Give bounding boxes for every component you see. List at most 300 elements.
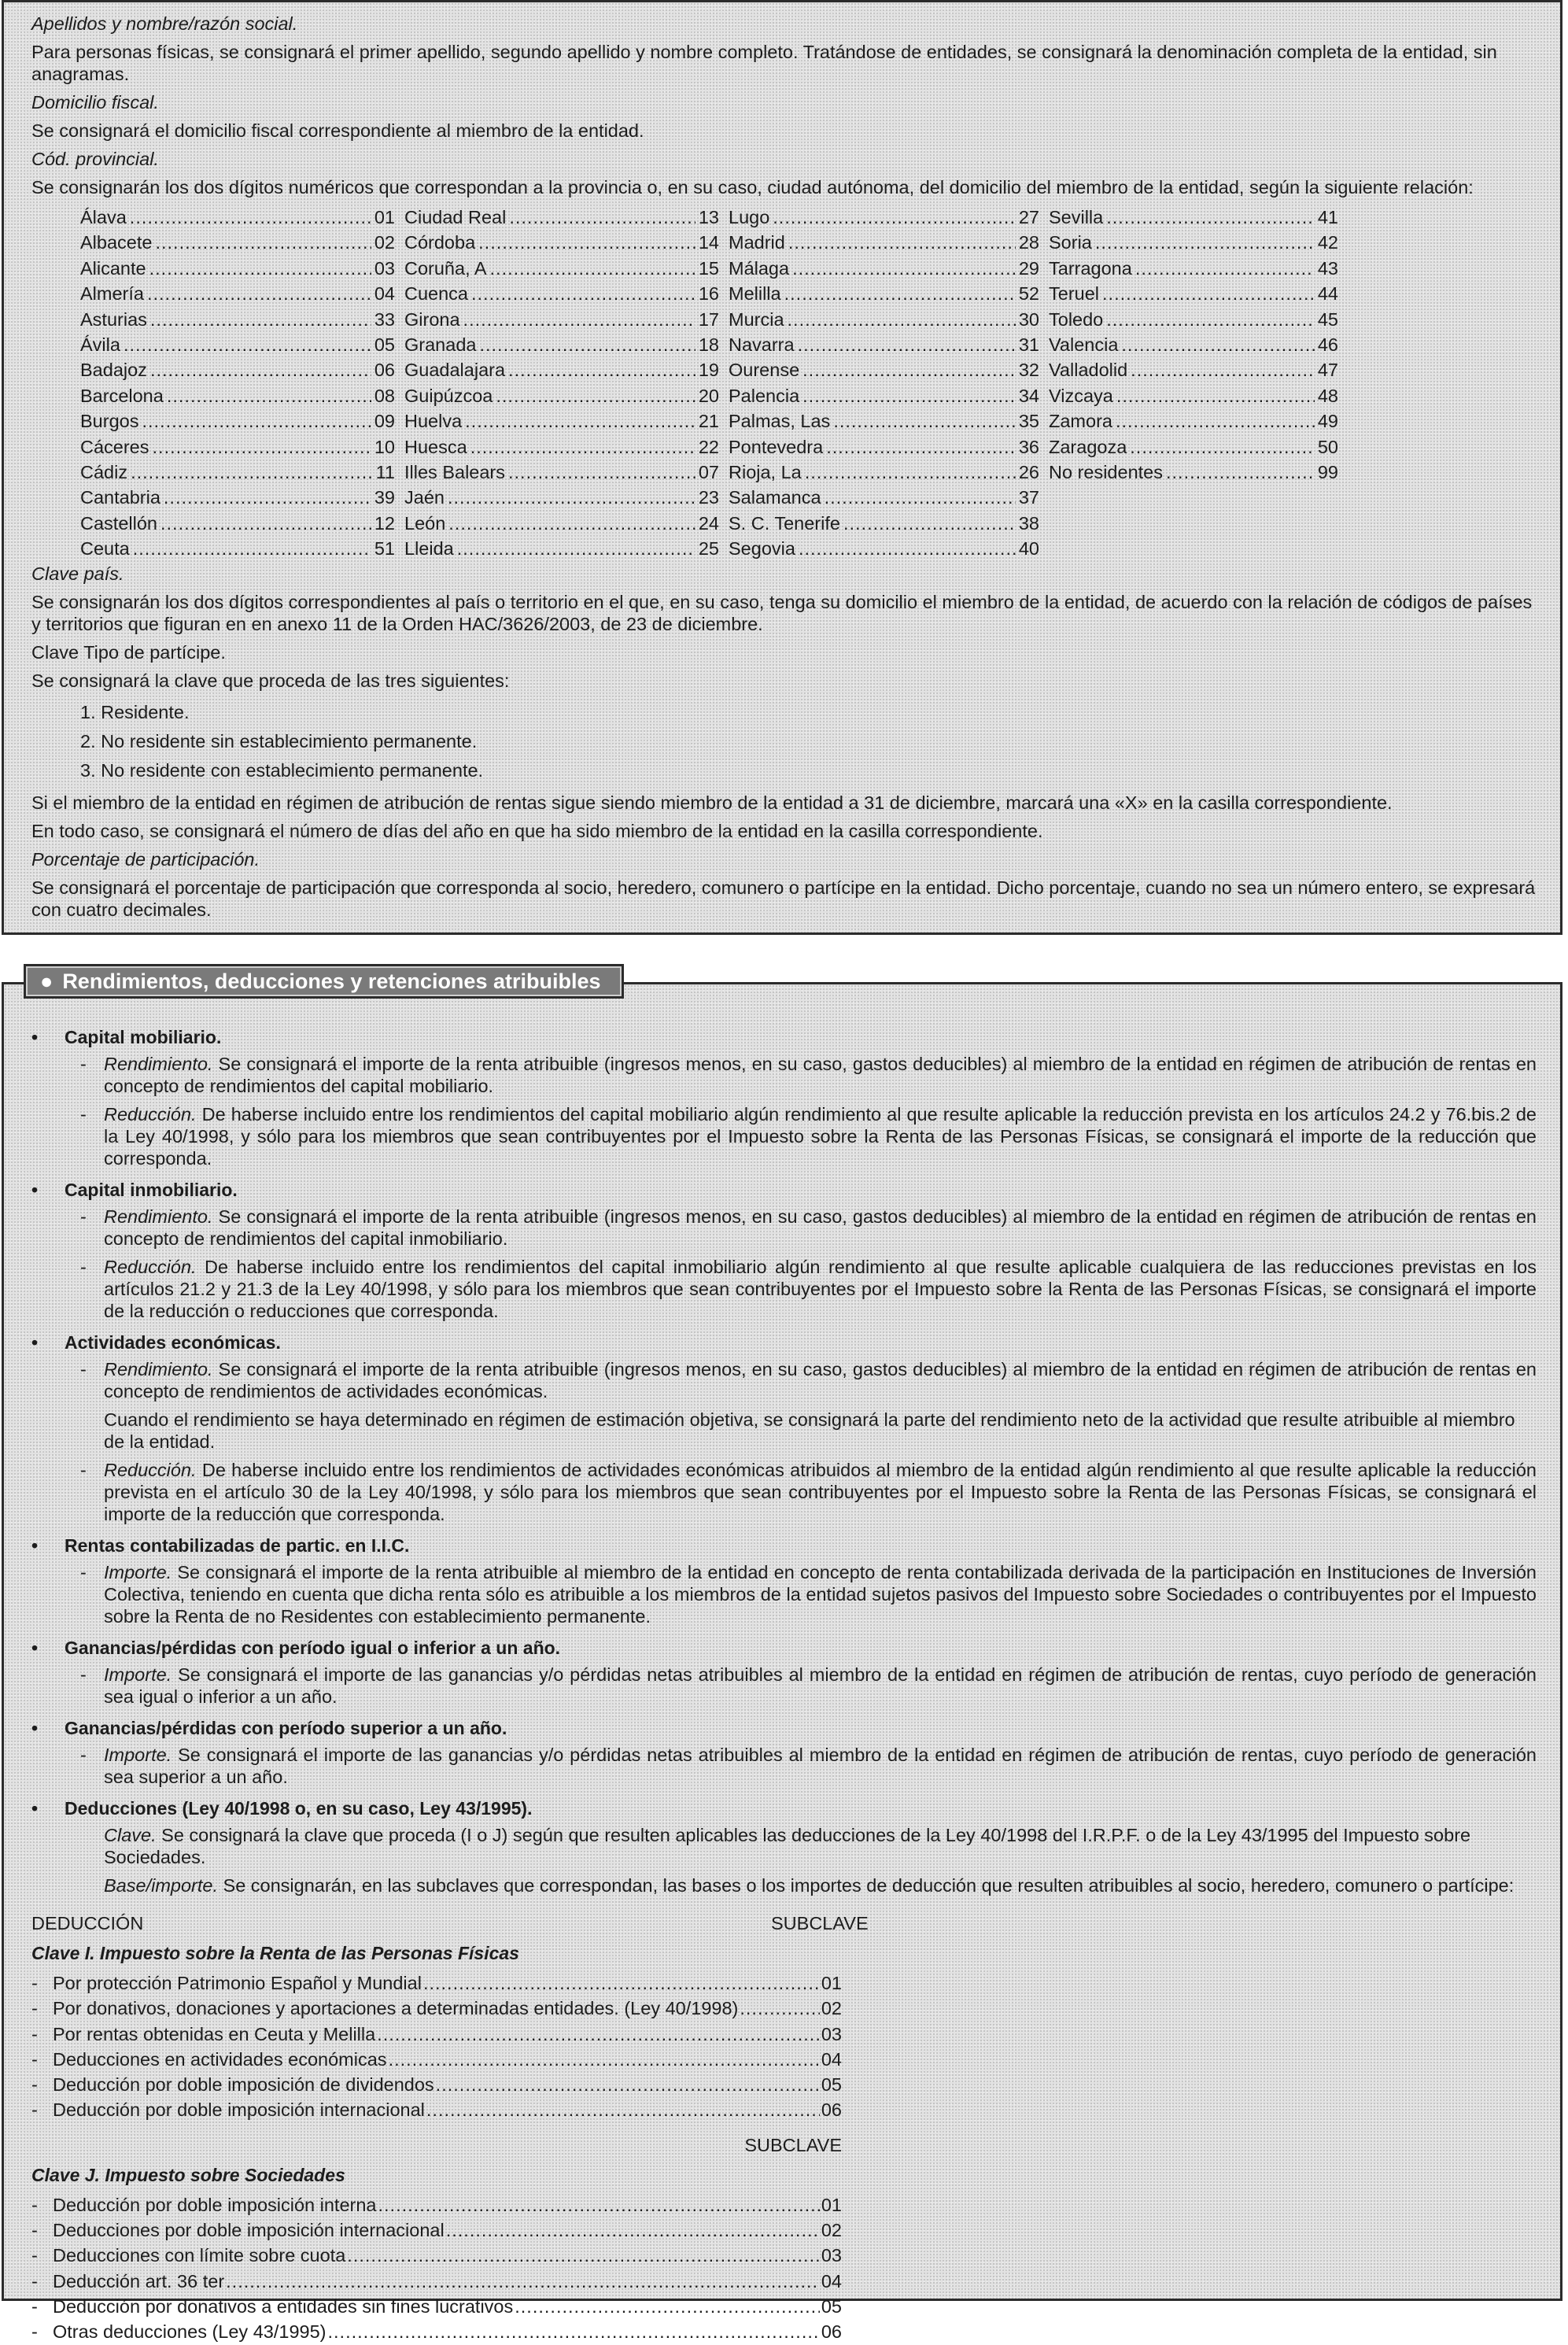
deduction-name: - Deducción por doble imposición internacional xyxy=(53,2099,425,2121)
province-row xyxy=(404,230,719,255)
item-importe-ganancias-igual: - Importe. Se consignará el importe de las ganancias y/o pérdidas netas atribuibles al miembro de la entidad en régimen de atribución de rentas, cuyo período de generación sea igual o inferior a un año. xyxy=(80,1664,1537,1707)
province-row xyxy=(80,408,395,434)
label: Rendimiento. xyxy=(104,1054,213,1074)
leader-dots xyxy=(149,256,371,281)
column-header-subclave: SUBCLAVE xyxy=(771,1913,869,1933)
province-code: 14 xyxy=(698,232,719,253)
leader-dots xyxy=(805,460,1016,485)
province-code: 17 xyxy=(698,308,719,330)
heading-clave-pais: Clave país. xyxy=(31,563,124,585)
leader-dots xyxy=(423,1970,820,1996)
province-name: Guipúzcoa xyxy=(404,385,493,406)
province-code: 35 xyxy=(1018,411,1039,432)
province-name: Alicante xyxy=(80,257,146,279)
leader-dots xyxy=(1166,460,1315,485)
deduction-row xyxy=(31,2072,842,2097)
province-code: 27 xyxy=(1018,207,1039,227)
province-name: Guadalajara xyxy=(404,360,506,381)
province-row xyxy=(1049,256,1338,281)
province-row xyxy=(404,460,719,485)
label: Importe. xyxy=(104,1562,172,1582)
province-name: Segovia xyxy=(729,538,795,559)
province-row xyxy=(80,281,395,306)
province-name: Málaga xyxy=(729,257,790,279)
leader-dots xyxy=(377,2022,820,2047)
identification-content xyxy=(31,13,1537,927)
province-code: 06 xyxy=(374,360,395,381)
province-row xyxy=(80,434,395,460)
province-code: 36 xyxy=(1018,436,1039,457)
leader-dots xyxy=(1106,307,1315,332)
province-code: 01 xyxy=(374,207,395,227)
province-code: 15 xyxy=(698,257,719,279)
province-name: Lugo xyxy=(729,207,770,227)
province-name: Melilla xyxy=(729,283,781,305)
deduction-name: - Deducciones en actividades económicas xyxy=(53,2048,387,2070)
province-row xyxy=(404,357,719,382)
column-header-deduccion: DEDUCCIÓN xyxy=(31,1913,144,1933)
leader-dots xyxy=(457,536,695,561)
heading-clave-tipo: Clave Tipo de partícipe. xyxy=(31,642,226,663)
leader-dots xyxy=(773,205,1016,230)
item-reduccion-inmobiliario: - Reducción. De haberse incluido entre los rendimientos del capital inmobiliario algún rendimiento al que resulte aplicable cualquiera de las reducciones previstas en los artículos 21.2 y 21.3 de la Ley 40/1998, y sólo para los miembros que sean contribuyentes por el Impuesto sobre la Renta de las Personas Físicas, se consignará el importe de la reducción o reducciones que corresponda. xyxy=(80,1257,1537,1321)
heading-deducciones: • Deducciones (Ley 40/1998 o, en su caso, Ley 43/1995). xyxy=(31,1797,1537,1819)
leader-dots xyxy=(1116,408,1315,434)
deduction-name: - Deducción art. 36 ter xyxy=(53,2270,225,2291)
deduction-name: - Deducciones por doble imposición internacional xyxy=(53,2220,445,2241)
leader-dots xyxy=(799,536,1016,561)
province-code: 23 xyxy=(698,487,719,508)
leader-dots xyxy=(508,460,695,485)
province-name: Cádiz xyxy=(80,461,128,482)
leader-dots xyxy=(155,230,371,255)
province-name: Salamanca xyxy=(729,487,821,508)
province-name: Cantabria xyxy=(80,487,160,508)
province-row xyxy=(1049,332,1338,357)
province-row xyxy=(404,434,719,460)
leader-dots xyxy=(167,383,371,408)
province-code: 37 xyxy=(1018,487,1039,508)
province-name: Navarra xyxy=(729,334,795,355)
leader-dots xyxy=(1121,332,1314,357)
label: Reducción. xyxy=(104,1257,197,1277)
province-row xyxy=(404,536,719,561)
clave-i-list xyxy=(31,1970,842,2123)
province-row xyxy=(1049,408,1338,434)
text: Se consignará el importe de las ganancias y/o pérdidas netas atribuibles al miembro de la entidad en régimen de atribución de rentas, cuyo período de generación sea superior a un año. xyxy=(104,1745,1537,1787)
leader-dots xyxy=(160,511,371,536)
deduction-column-headers xyxy=(31,1912,1537,1934)
section-heading xyxy=(24,964,624,999)
leader-dots xyxy=(448,485,695,510)
deduction-row xyxy=(31,2022,842,2047)
heading-rentas-iic: • Rentas contabilizadas de partic. en I.I.C. xyxy=(31,1534,1537,1557)
province-name: Valladolid xyxy=(1049,360,1128,381)
text-clave-pais: Se consignarán los dos dígitos correspondientes al país o territorio en el que, en su caso, tenga su domicilio el miembro de la entidad, de acuerdo con la relación de códigos de países y territorios que figuran en en anexo 11 de la Orden HAC/3626/2003, de 23 de diciembre. xyxy=(31,592,1533,635)
item-rendimiento-mobiliario: - Rendimiento. Se consignará el importe de la renta atribuible (ingresos menos, en su caso, gastos deducibles) al miembro de la entidad en régimen de atribución de rentas en concepto de rendimientos del capital mobiliario. xyxy=(80,1054,1537,1096)
province-name: Albacete xyxy=(80,232,153,253)
subclave-code: 04 xyxy=(821,2270,842,2291)
province-name: León xyxy=(404,512,446,534)
leader-dots xyxy=(1135,256,1315,281)
province-name: Madrid xyxy=(729,232,785,253)
text: Se consignará el importe de las ganancias y/o pérdidas netas atribuibles al miembro de la entidad en régimen de atribución de rentas, cuyo período de generación sea igual o inferior a un año. xyxy=(104,1664,1537,1707)
province-code: 47 xyxy=(1317,360,1338,381)
label: Reducción. xyxy=(104,1460,197,1480)
province-code: 22 xyxy=(698,436,719,457)
province-name: Asturias xyxy=(80,308,147,330)
province-code: 52 xyxy=(1018,283,1039,305)
text: Se consignará la clave que proceda (I o J) según que resulten aplicables las deducciones de la Ley 40/1998 del I.R.P.F. o de la Ley 43/1995 del Impuesto sobre Sociedades. xyxy=(104,1825,1471,1867)
text: Se consignará el importe de la renta atribuible (ingresos menos, en su caso, gastos deducibles) al miembro de la entidad en régimen de atribución de rentas en concepto de rendimientos del capital mobiliario. xyxy=(104,1054,1537,1096)
province-row xyxy=(80,205,395,230)
province-code: 10 xyxy=(374,436,395,457)
leader-dots xyxy=(515,2294,820,2319)
province-name: Granada xyxy=(404,334,477,355)
leader-dots xyxy=(784,281,1016,306)
leader-dots xyxy=(1131,357,1315,382)
province-code: 04 xyxy=(374,283,395,305)
province-code: 08 xyxy=(374,385,395,406)
list-item: 3. No residente con establecimiento permanente. xyxy=(80,760,484,781)
bullet-icon: ● xyxy=(40,969,53,993)
leader-dots xyxy=(788,307,1016,332)
leader-dots xyxy=(792,256,1016,281)
heading-capital-inmobiliario: • Capital inmobiliario. xyxy=(31,1179,1537,1201)
province-name: Burgos xyxy=(80,411,139,432)
leader-dots xyxy=(1095,230,1315,255)
province-row xyxy=(404,332,719,357)
leader-dots xyxy=(1116,383,1315,408)
province-code: 25 xyxy=(698,538,719,559)
label: Clave. xyxy=(104,1825,157,1845)
province-code: 40 xyxy=(1018,538,1039,559)
province-row xyxy=(1049,357,1338,382)
leader-dots xyxy=(1102,281,1315,306)
rendimientos-content xyxy=(31,1017,1537,2345)
province-column xyxy=(729,205,1049,561)
leader-dots xyxy=(436,2072,820,2097)
text-clave xyxy=(31,1824,1537,1868)
leader-dots xyxy=(347,2243,820,2268)
deduction-row xyxy=(31,2192,842,2218)
province-row xyxy=(404,511,719,536)
label: Rendimiento. xyxy=(104,1359,213,1379)
province-row xyxy=(80,357,395,382)
heading-actividades-economicas: • Actividades económicas. xyxy=(31,1331,1537,1353)
heading-apellidos: Apellidos y nombre/razón social. xyxy=(31,13,298,34)
deduction-row xyxy=(31,1970,842,1996)
province-name: Ávila xyxy=(80,334,120,355)
text: Se consignará el importe de la renta atribuible (ingresos menos, en su caso, gastos deducibles) al miembro de la entidad en régimen de atribución de rentas en concepto de rendimientos de actividades económicas. xyxy=(104,1359,1537,1401)
province-code: 18 xyxy=(698,334,719,355)
province-row xyxy=(80,536,395,561)
province-name: Cáceres xyxy=(80,436,149,457)
province-row xyxy=(729,256,1039,281)
province-name: Teruel xyxy=(1049,283,1100,305)
list-item: 2. No residente sin establecimiento permanente. xyxy=(80,731,478,752)
province-name: Badajoz xyxy=(80,360,147,381)
text: Se consignará el importe de la renta atribuible (ingresos menos, en su caso, gastos deducibles) al miembro de la entidad en régimen de atribución de rentas en concepto de rendimientos del capital inmobiliario. xyxy=(104,1206,1537,1249)
leader-dots xyxy=(788,230,1016,255)
text: De haberse incluido entre los rendimientos del capital inmobiliario algún rendimiento al que resulte aplicable cualquiera de las reducciones previstas en los artículos 21.2 y 21.3 de la Ley 40/1998, y sólo para los miembros que sean contribuyentes por el Impuesto sobre la Renta de las Personas Físicas, se consignará el importe de la reducción o reducciones que corresponda. xyxy=(104,1257,1537,1321)
leader-dots xyxy=(833,408,1016,434)
label: Reducción. xyxy=(104,1104,197,1124)
province-row xyxy=(729,205,1039,230)
deduction-name: - Deducción por doble imposición de dividendos xyxy=(53,2074,434,2096)
province-row xyxy=(729,536,1039,561)
province-name: Zaragoza xyxy=(1049,436,1127,457)
province-name: Ciudad Real xyxy=(404,207,507,227)
province-name: Ourense xyxy=(729,360,800,381)
province-name: Lleida xyxy=(404,538,454,559)
leader-dots xyxy=(426,2097,820,2122)
province-name: Huesca xyxy=(404,436,467,457)
leader-dots xyxy=(164,485,371,510)
leader-dots xyxy=(825,485,1016,510)
province-row xyxy=(80,460,395,485)
province-name: Álava xyxy=(80,207,127,227)
leader-dots xyxy=(130,205,371,230)
province-code: 12 xyxy=(374,512,395,534)
province-name: Palencia xyxy=(729,385,800,406)
leader-dots xyxy=(471,281,695,306)
province-row xyxy=(1049,307,1338,332)
province-code: 16 xyxy=(698,283,719,305)
subclave-code: 06 xyxy=(821,2321,842,2343)
province-row xyxy=(729,332,1039,357)
subclave-code: 01 xyxy=(821,2194,842,2215)
province-name: Sevilla xyxy=(1049,207,1104,227)
province-row xyxy=(1049,230,1338,255)
province-name: Toledo xyxy=(1049,308,1104,330)
leader-dots xyxy=(150,357,371,382)
heading-ganancias-igual: • Ganancias/pérdidas con período igual o inferior a un año. xyxy=(31,1637,1537,1659)
leader-dots xyxy=(490,256,695,281)
deduction-row xyxy=(31,1996,842,2021)
province-name: Rioja, La xyxy=(729,461,802,482)
province-row xyxy=(1049,205,1338,230)
leader-dots xyxy=(496,383,695,408)
leader-dots xyxy=(133,536,371,561)
leader-dots xyxy=(124,332,371,357)
province-row xyxy=(729,485,1039,510)
province-code: 32 xyxy=(1018,360,1039,381)
label: Importe. xyxy=(104,1745,172,1765)
province-name: Pontevedra xyxy=(729,436,824,457)
leader-dots xyxy=(378,2192,820,2218)
deduction-name: - Deducción por donativos a entidades sin fines lucrativos xyxy=(53,2295,514,2317)
leader-dots xyxy=(826,434,1016,460)
province-row xyxy=(80,332,395,357)
province-code: 07 xyxy=(698,461,719,482)
text: Se consignará el importe de la renta atribuible al miembro de la entidad en concepto de renta contabilizada derivada de la participación en Instituciones de Inversión Colectiva, teniendo en cuenta que dicha renta sólo es atribuible a los miembros de la entidad sujetos pasivos del Impuesto sobre Sociedades o contribuyentes por el Impuesto sobre la Renta de no Residentes con establecimiento permanente. xyxy=(104,1562,1537,1627)
text: De haberse incluido entre los rendimientos de actividades económicas atribuidos al miembro de la entidad algún rendimiento al que resulte aplicable la reducción prevista en el artículo 30 de la Ley 40/1998, y sólo para los miembros que sean contribuyentes por el Impuesto sobre la Renta de las Personas Físicas, se consignará el importe de la reducción que corresponda. xyxy=(104,1460,1537,1524)
province-code: 31 xyxy=(1018,334,1039,355)
leader-dots xyxy=(479,332,695,357)
list-item: 1. Residente. xyxy=(80,702,190,723)
heading-ganancias-superior: • Ganancias/pérdidas con período superior a un año. xyxy=(31,1717,1537,1739)
item-rendimiento-inmobiliario: - Rendimiento. Se consignará el importe de la renta atribuible (ingresos menos, en su caso, gastos deducibles) al miembro de la entidad en régimen de atribución de rentas en concepto de rendimientos del capital inmobiliario. xyxy=(80,1206,1537,1249)
clave-j-title: Clave J. Impuesto sobre Sociedades xyxy=(31,2164,345,2185)
label: Rendimiento. xyxy=(104,1206,213,1227)
leader-dots xyxy=(389,2047,820,2072)
item-reduccion-mobiliario: - Reducción. De haberse incluido entre los rendimientos del capital mobiliario algún rendimiento al que resulte aplicable la reducción prevista en los artículos 24.2 y 76.bis.2 de la Ley 40/1998, y sólo para los miembros que sean contribuyentes por el Impuesto sobre la Renta de las Personas Físicas, se consignará el importe de la reducción que corresponda. xyxy=(80,1104,1537,1169)
province-code: 03 xyxy=(374,257,395,279)
province-row xyxy=(729,357,1039,382)
leader-dots xyxy=(153,434,371,460)
section-title: Rendimientos, deducciones y retenciones atribuibles xyxy=(62,969,601,993)
province-code: 41 xyxy=(1317,207,1338,227)
text-dias: En todo caso, se consignará el número de días del año en que ha sido miembro de la entidad en la casilla correspondiente. xyxy=(31,821,1043,842)
leader-dots xyxy=(802,357,1016,382)
province-code: 43 xyxy=(1317,257,1338,279)
province-code: 29 xyxy=(1018,257,1039,279)
leader-dots xyxy=(1106,205,1315,230)
province-row xyxy=(404,485,719,510)
deduction-name: - Deducción por doble imposición interna xyxy=(53,2194,377,2215)
deduction-name: - Deducciones con límite sobre cuota xyxy=(53,2245,346,2266)
province-name: Barcelona xyxy=(80,385,164,406)
deduction-row xyxy=(31,2269,842,2294)
province-code: 44 xyxy=(1317,283,1338,305)
province-row xyxy=(404,281,719,306)
clave-i-title: Clave I. Impuesto sobre la Renta de las Personas Físicas xyxy=(31,1943,519,1963)
heading-cod-provincial: Cód. provincial. xyxy=(31,149,159,169)
text-estimacion-objetiva: Cuando el rendimiento se haya determinado en régimen de estimación objetiva, se consignará la parte del rendimiento neto de la actividad que resulte atribuible al miembro de la entidad. xyxy=(104,1409,1515,1452)
province-name: Soria xyxy=(1049,232,1092,253)
province-name: Illes Balears xyxy=(404,461,505,482)
leader-dots xyxy=(1130,434,1315,460)
province-code: 50 xyxy=(1317,436,1338,457)
leader-dots xyxy=(446,2218,820,2243)
province-name: Zamora xyxy=(1049,411,1112,432)
province-name: Girona xyxy=(404,308,460,330)
clave-j-list xyxy=(31,2192,842,2345)
heading-domicilio: Domicilio fiscal. xyxy=(31,92,159,113)
leader-dots xyxy=(802,383,1016,408)
deduction-row xyxy=(31,2319,842,2344)
province-name: Tarragona xyxy=(1049,257,1132,279)
deduction-name: - Por donativos, donaciones y aportaciones a determinadas entidades. (Ley 40/1998) xyxy=(53,1998,739,2019)
province-row xyxy=(404,307,719,332)
leader-dots xyxy=(147,281,371,306)
subclave-code: 03 xyxy=(821,2023,842,2044)
province-row xyxy=(729,383,1039,408)
deduction-name: - Por rentas obtenidas en Ceuta y Melilla xyxy=(53,2023,376,2044)
province-code: 20 xyxy=(698,385,719,406)
text: Se consignarán, en las subclaves que correspondan, las bases o los importes de deducción que resulten atribuibles al socio, heredero, comunero o partícipe: xyxy=(217,1875,1515,1896)
province-code: 28 xyxy=(1018,232,1039,253)
label: Base/importe. xyxy=(104,1875,218,1896)
subclave-code: 05 xyxy=(821,2295,842,2317)
deduction-name: - Por protección Patrimonio Español y Mundial xyxy=(53,1973,422,1993)
province-row xyxy=(729,408,1039,434)
province-code-table xyxy=(80,205,1348,561)
province-row xyxy=(1049,460,1338,485)
province-code: 49 xyxy=(1317,411,1338,432)
leader-dots xyxy=(465,408,695,434)
province-code: 42 xyxy=(1317,232,1338,253)
province-row xyxy=(1049,383,1338,408)
leader-dots xyxy=(226,2269,820,2294)
province-row xyxy=(729,511,1039,536)
province-name: Castellón xyxy=(80,512,157,534)
province-code: 19 xyxy=(698,360,719,381)
province-name: Jaén xyxy=(404,487,445,508)
text-clave-tipo: Se consignará la clave que proceda de las tres siguientes: xyxy=(31,670,510,692)
text-base-importe xyxy=(31,1874,1537,1896)
text-domicilio: Se consignará el domicilio fiscal correspondiente al miembro de la entidad. xyxy=(31,120,644,141)
province-name: Huelva xyxy=(404,411,463,432)
tipo-participe-list xyxy=(80,698,1537,785)
province-name: Murcia xyxy=(729,308,784,330)
deduction-row xyxy=(31,2218,842,2243)
text-porcentaje: Se consignará el porcentaje de participación que corresponda al socio, heredero, comunero o partícipe en la entidad. Dicho porcentaje, cuando no sea un número entero, se expresará con cuatro decimales. xyxy=(31,877,1536,921)
subclave-code: 05 xyxy=(821,2074,842,2096)
province-row xyxy=(80,511,395,536)
province-name: Valencia xyxy=(1049,334,1119,355)
province-code: 46 xyxy=(1317,334,1338,355)
subclave-code: 06 xyxy=(821,2099,842,2121)
item-importe-iic: - Importe. Se consignará el importe de la renta atribuible al miembro de la entidad en concepto de renta contabilizada derivada de la participación en Instituciones de Inversión Colectiva, teniendo en cuenta que dicha renta sólo es atribuible a los miembros de la entidad sujetos pasivos del Impuesto sobre Sociedades o contribuyentes por el Impuesto sobre la Renta de no Residentes con establecimiento permanente. xyxy=(80,1562,1537,1627)
province-code: 99 xyxy=(1317,461,1338,482)
label: Importe. xyxy=(104,1664,172,1685)
province-name: Vizcaya xyxy=(1049,385,1113,406)
province-row xyxy=(729,281,1039,306)
leader-dots xyxy=(463,307,695,332)
province-row xyxy=(80,256,395,281)
deduction-row xyxy=(31,2047,842,2072)
heading-porcentaje: Porcentaje de participación. xyxy=(31,849,260,870)
province-row xyxy=(80,485,395,510)
deduction-row xyxy=(31,2294,842,2319)
province-name: Almería xyxy=(80,283,144,305)
province-row xyxy=(404,383,719,408)
item-rendimiento-actividades: - Rendimiento. Se consignará el importe de la renta atribuible (ingresos menos, en su caso, gastos deducibles) al miembro de la entidad en régimen de atribución de rentas en concepto de rendimientos de actividades económicas. xyxy=(80,1359,1537,1401)
province-column xyxy=(404,205,729,561)
province-row xyxy=(404,256,719,281)
province-code: 05 xyxy=(374,334,395,355)
deduction-row xyxy=(31,2243,842,2268)
province-code: 24 xyxy=(698,512,719,534)
province-name: Palmas, Las xyxy=(729,411,831,432)
province-name: Ceuta xyxy=(80,538,130,559)
province-row xyxy=(80,383,395,408)
subclave-code: 01 xyxy=(821,1973,842,1993)
leader-dots xyxy=(142,408,371,434)
province-name: No residentes xyxy=(1049,461,1163,482)
province-code: 34 xyxy=(1018,385,1039,406)
subclave-code: 02 xyxy=(821,1998,842,2019)
text-miembro-31-diciembre: Si el miembro de la entidad en régimen de atribución de rentas sigue siendo miembro de la entidad a 31 de diciembre, marcará una «X» en la casilla correspondiente. xyxy=(31,792,1393,814)
heading-capital-mobiliario: • Capital mobiliario. xyxy=(31,1026,1537,1048)
province-row xyxy=(729,307,1039,332)
deduction-row xyxy=(31,2097,842,2122)
text-apellidos: Para personas físicas, se consignará el primer apellido, segundo apellido y nombre completo. Tratándose de entidades, se consignará la denominación completa de la entidad, sin anagramas. xyxy=(31,42,1497,84)
leader-dots xyxy=(131,460,373,485)
province-code: 11 xyxy=(375,461,395,482)
province-row xyxy=(729,230,1039,255)
province-row xyxy=(1049,281,1338,306)
leader-dots xyxy=(843,511,1016,536)
leader-dots xyxy=(448,511,695,536)
leader-dots xyxy=(509,205,695,230)
subclave-code: 02 xyxy=(821,2220,842,2241)
text-cod-provincial: Se consignarán los dos dígitos numéricos que correspondan a la provincia o, en su caso, ciudad autónoma, del domicilio del miembro de la entidad, según la siguiente relación: xyxy=(31,177,1474,198)
province-code: 51 xyxy=(374,538,395,559)
province-code: 38 xyxy=(1018,512,1039,534)
